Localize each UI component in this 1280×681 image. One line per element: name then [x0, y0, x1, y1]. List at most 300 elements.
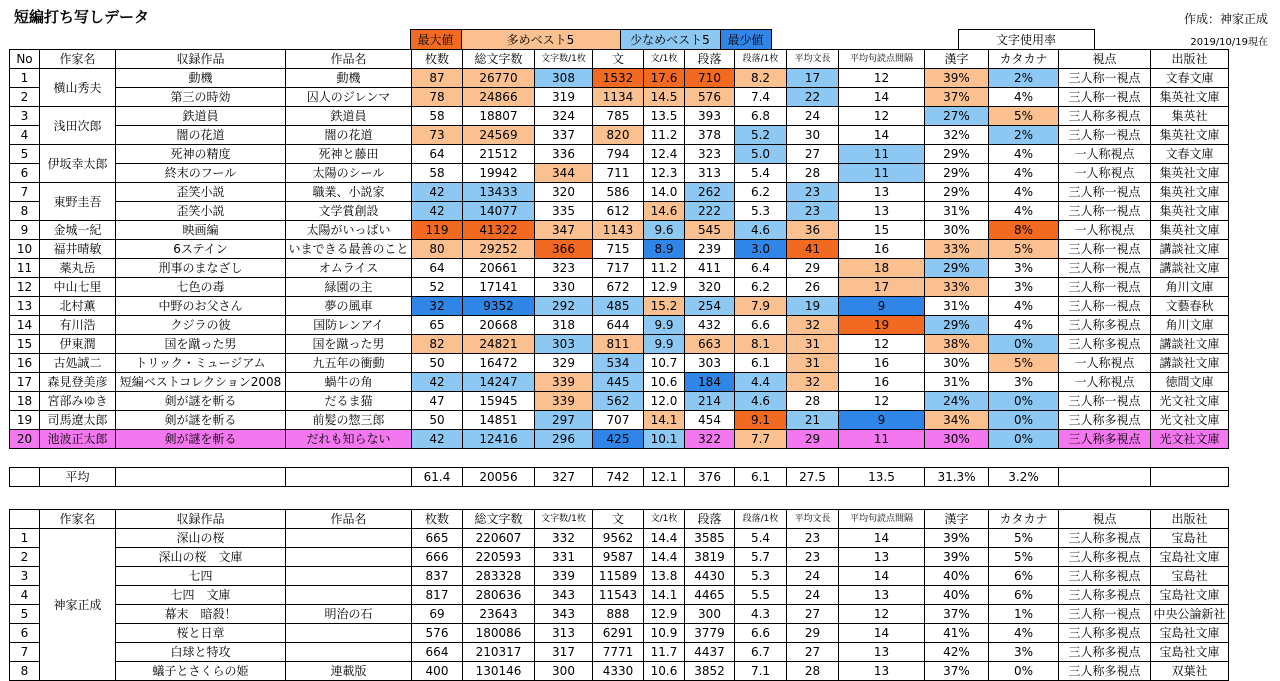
stat-cell: 31	[787, 335, 839, 354]
collection-title: 深山の桜	[116, 529, 286, 548]
stat-cell: 7.4	[735, 88, 787, 107]
stat-cell: 29%	[925, 316, 989, 335]
table-row	[10, 145, 1229, 164]
table-row	[10, 567, 1229, 586]
stat-cell: 24%	[925, 392, 989, 411]
stat-cell: 222	[685, 202, 735, 221]
stat-cell: 64	[412, 145, 463, 164]
stat-cell: 33%	[925, 240, 989, 259]
publisher: 集英社文庫	[1151, 202, 1229, 221]
work-title: 太陽のシール	[286, 164, 412, 183]
stat-cell: 411	[685, 259, 735, 278]
stat-cell: 665	[412, 529, 463, 548]
stat-cell: 87	[412, 69, 463, 88]
stat-cell: 24569	[463, 126, 535, 145]
column-header: 総文字数	[463, 510, 535, 529]
publisher: 宝島社文庫	[1151, 586, 1229, 605]
stat-cell: 811	[593, 335, 644, 354]
stat-cell: 7.1	[735, 662, 787, 681]
row-number: 11	[10, 259, 40, 278]
stat-cell: 32	[412, 297, 463, 316]
publisher: 宝島社	[1151, 567, 1229, 586]
row-number: 18	[10, 392, 40, 411]
stat-cell: 12.4	[644, 145, 685, 164]
stat-cell: 12	[839, 69, 925, 88]
author-name: 北村薫	[40, 297, 116, 316]
stat-cell: 12.9	[644, 278, 685, 297]
stat-cell: 9587	[593, 548, 644, 567]
stat-cell: 41%	[925, 624, 989, 643]
stat-cell: 576	[685, 88, 735, 107]
stat-cell: 80	[412, 240, 463, 259]
work-title: だるま猫	[286, 392, 412, 411]
column-header: 文	[593, 510, 644, 529]
stat-cell: 339	[535, 392, 593, 411]
point-of-view: 三人称多視点	[1059, 430, 1151, 449]
stat-cell: 378	[685, 126, 735, 145]
stat-cell: 6.6	[735, 624, 787, 643]
collection-title: 蟻子とさくらの姫	[116, 662, 286, 681]
table-row	[10, 297, 1229, 316]
stat-cell: 10.6	[644, 373, 685, 392]
stat-cell: 12416	[463, 430, 535, 449]
stat-cell: 41	[787, 240, 839, 259]
work-title: 文学賞創設	[286, 202, 412, 221]
stat-cell: 6291	[593, 624, 644, 643]
author-name: 宮部みゆき	[40, 392, 116, 411]
row-number: 4	[10, 126, 40, 145]
collection-title: 歪笑小説	[116, 183, 286, 202]
table-row	[10, 259, 1229, 278]
stat-cell: 12	[839, 392, 925, 411]
table-row	[10, 126, 1229, 145]
stat-cell: 20668	[463, 316, 535, 335]
stat-cell: 13	[839, 548, 925, 567]
row-number: 17	[10, 373, 40, 392]
stat-cell: 4.3	[735, 605, 787, 624]
publisher: 角川文庫	[1151, 316, 1229, 335]
stat-cell: 180086	[463, 624, 535, 643]
stat-cell: 445	[593, 373, 644, 392]
collection-title: 白球と特攻	[116, 643, 286, 662]
legend-low5: 少なめベスト5	[620, 30, 720, 50]
point-of-view: 三人称多視点	[1059, 335, 1151, 354]
stat-cell: 39%	[925, 69, 989, 88]
stat-cell: 10.6	[644, 662, 685, 681]
stat-cell: 9.9	[644, 316, 685, 335]
main-data-table	[9, 49, 1229, 449]
date-note: 2019/10/19現在	[1190, 37, 1268, 48]
stat-cell: 6.7	[735, 643, 787, 662]
column-header: 作品名	[286, 50, 412, 69]
stat-cell: 5%	[989, 529, 1059, 548]
stat-cell: 324	[535, 107, 593, 126]
point-of-view: 三人称多視点	[1059, 643, 1151, 662]
table-row	[10, 586, 1229, 605]
row-number: 2	[10, 548, 40, 567]
stat-cell: 664	[412, 643, 463, 662]
publisher: 集英社	[1151, 107, 1229, 126]
stat-cell: 3779	[685, 624, 735, 643]
publisher: 中央公論新社	[1151, 605, 1229, 624]
column-header: カタカナ	[989, 50, 1059, 69]
stat-cell: 6%	[989, 567, 1059, 586]
collection-title: 6ステイン	[116, 240, 286, 259]
stat-cell: 6.8	[735, 107, 787, 126]
stat-cell: 296	[535, 430, 593, 449]
collection-title: 国を蹴った男	[116, 335, 286, 354]
stat-cell: 16	[839, 354, 925, 373]
work-title: 九五年の衝動	[286, 354, 412, 373]
work-title	[286, 586, 412, 605]
stat-cell: 32	[787, 373, 839, 392]
collection-title: 闇の花道	[116, 126, 286, 145]
row-number: 5	[10, 605, 40, 624]
average-value: 20056	[463, 468, 535, 487]
author-name: 有川浩	[40, 316, 116, 335]
stat-cell: 14.1	[644, 411, 685, 430]
stat-cell: 11589	[593, 567, 644, 586]
table-row	[10, 183, 1229, 202]
point-of-view: 三人称一視点	[1059, 278, 1151, 297]
stat-cell: 454	[685, 411, 735, 430]
stat-cell: 38%	[925, 335, 989, 354]
column-header: 漢字	[925, 510, 989, 529]
stat-cell: 9.9	[644, 335, 685, 354]
stat-cell: 262	[685, 183, 735, 202]
stat-cell: 12.9	[644, 605, 685, 624]
stat-cell: 27	[787, 605, 839, 624]
stat-cell: 14.6	[644, 202, 685, 221]
stat-cell: 10.1	[644, 430, 685, 449]
author-name: 司馬遼太郎	[40, 411, 116, 430]
stat-cell: 283328	[463, 567, 535, 586]
stat-cell: 4.6	[735, 392, 787, 411]
publisher: 集英社文庫	[1151, 164, 1229, 183]
stat-cell: 13.5	[644, 107, 685, 126]
publisher: 文藝春秋	[1151, 297, 1229, 316]
table-row	[10, 88, 1229, 107]
table-row	[10, 69, 1229, 88]
stat-cell: 4%	[989, 88, 1059, 107]
stat-cell: 26	[787, 278, 839, 297]
work-title	[286, 624, 412, 643]
stat-cell: 323	[685, 145, 735, 164]
stat-cell: 313	[535, 624, 593, 643]
author-name: 古処誠二	[40, 354, 116, 373]
publisher: 宝島社	[1151, 529, 1229, 548]
stat-cell: 23	[787, 183, 839, 202]
stat-cell: 14851	[463, 411, 535, 430]
stat-cell: 347	[535, 221, 593, 240]
author-name: 池波正太郎	[40, 430, 116, 449]
stat-cell: 23	[787, 202, 839, 221]
stat-cell: 425	[593, 430, 644, 449]
row-number: 7	[10, 183, 40, 202]
column-header: 漢字	[925, 50, 989, 69]
stat-cell: 40%	[925, 586, 989, 605]
stat-cell: 29252	[463, 240, 535, 259]
collection-title: 終末のフール	[116, 164, 286, 183]
work-title	[286, 567, 412, 586]
stat-cell: 817	[412, 586, 463, 605]
publisher: 宝島社文庫	[1151, 624, 1229, 643]
work-title: 蝸牛の角	[286, 373, 412, 392]
point-of-view: 三人称多視点	[1059, 548, 1151, 567]
stat-cell: 303	[685, 354, 735, 373]
collection-title: 死神の精度	[116, 145, 286, 164]
page-title: 短編打ち写しデータ	[14, 8, 150, 26]
row-number: 3	[10, 107, 40, 126]
stat-cell: 330	[535, 278, 593, 297]
point-of-view: 一人称視点	[1059, 145, 1151, 164]
stat-cell: 42%	[925, 643, 989, 662]
empty-cell	[116, 468, 286, 487]
column-header: 視点	[1059, 510, 1151, 529]
stat-cell: 343	[535, 586, 593, 605]
stat-cell: 19942	[463, 164, 535, 183]
collection-title: 剣が謎を斬る	[116, 430, 286, 449]
stat-cell: 292	[535, 297, 593, 316]
point-of-view: 一人称視点	[1059, 221, 1151, 240]
stat-cell: 23	[787, 529, 839, 548]
stat-cell: 2%	[989, 126, 1059, 145]
table-row	[10, 316, 1229, 335]
row-number: 9	[10, 221, 40, 240]
stat-cell: 28	[787, 662, 839, 681]
average-value: 376	[685, 468, 735, 487]
collection-title: 第三の時効	[116, 88, 286, 107]
average-table	[9, 467, 1229, 487]
stat-cell: 14	[839, 567, 925, 586]
table-row	[10, 221, 1229, 240]
row-number: 6	[10, 164, 40, 183]
average-value: 6.1	[735, 468, 787, 487]
stat-cell: 31%	[925, 373, 989, 392]
stat-cell: 7.9	[735, 297, 787, 316]
table-row	[10, 529, 1229, 548]
stat-cell: 11	[839, 430, 925, 449]
column-header: 出版社	[1151, 510, 1229, 529]
stat-cell: 220593	[463, 548, 535, 567]
stat-cell: 5.2	[735, 126, 787, 145]
stat-cell: 29%	[925, 145, 989, 164]
stat-cell: 4%	[989, 202, 1059, 221]
stat-cell: 12	[839, 335, 925, 354]
row-number: 13	[10, 297, 40, 316]
author-name: 伊東潤	[40, 335, 116, 354]
work-title: オムライス	[286, 259, 412, 278]
stat-cell: 184	[685, 373, 735, 392]
publisher: 文春文庫	[1151, 69, 1229, 88]
stat-cell: 37%	[925, 88, 989, 107]
stat-cell: 400	[412, 662, 463, 681]
work-title: 夢の風車	[286, 297, 412, 316]
stat-cell: 19	[787, 297, 839, 316]
stat-cell: 717	[593, 259, 644, 278]
stat-cell: 40%	[925, 567, 989, 586]
stat-cell: 12.0	[644, 392, 685, 411]
stat-cell: 4%	[989, 183, 1059, 202]
stat-cell: 2%	[989, 69, 1059, 88]
author-name: 金城一紀	[40, 221, 116, 240]
stat-cell: 6.2	[735, 183, 787, 202]
work-title: 国を蹴った男	[286, 335, 412, 354]
stat-cell: 36	[787, 221, 839, 240]
column-header: 収録作品	[116, 510, 286, 529]
stat-cell: 5.0	[735, 145, 787, 164]
point-of-view: 三人称多視点	[1059, 411, 1151, 430]
author-name: 福井晴敏	[40, 240, 116, 259]
stat-cell: 308	[535, 69, 593, 88]
stat-cell: 15.2	[644, 297, 685, 316]
stat-cell: 50	[412, 354, 463, 373]
stat-cell: 220607	[463, 529, 535, 548]
stat-cell: 343	[535, 605, 593, 624]
publisher: 角川文庫	[1151, 278, 1229, 297]
point-of-view: 三人称一視点	[1059, 202, 1151, 221]
stat-cell: 42	[412, 202, 463, 221]
work-title: 太陽がいっぱい	[286, 221, 412, 240]
stat-cell: 14	[839, 624, 925, 643]
stat-cell: 5.4	[735, 529, 787, 548]
stat-cell: 344	[535, 164, 593, 183]
stat-cell: 335	[535, 202, 593, 221]
stat-cell: 29	[787, 259, 839, 278]
stat-cell: 4%	[989, 624, 1059, 643]
stat-cell: 20661	[463, 259, 535, 278]
publisher: 光文社文庫	[1151, 430, 1229, 449]
point-of-view: 三人称一視点	[1059, 69, 1151, 88]
column-header: 作品名	[286, 510, 412, 529]
stat-cell: 0%	[989, 662, 1059, 681]
stat-cell: 0%	[989, 430, 1059, 449]
table-row	[10, 605, 1229, 624]
stat-cell: 4%	[989, 164, 1059, 183]
stat-cell: 710	[685, 69, 735, 88]
stat-cell: 42	[412, 373, 463, 392]
point-of-view: 三人称一視点	[1059, 183, 1151, 202]
author-name: 横山秀夫	[40, 69, 116, 107]
stat-cell: 663	[685, 335, 735, 354]
stat-cell: 14	[839, 529, 925, 548]
average-value: 13.5	[839, 468, 925, 487]
collection-title: 七色の毒	[116, 278, 286, 297]
row-number: 10	[10, 240, 40, 259]
row-number: 8	[10, 202, 40, 221]
stat-cell: 17	[839, 278, 925, 297]
stat-cell: 280636	[463, 586, 535, 605]
legend-min: 最少値	[720, 30, 771, 50]
stat-cell: 6.4	[735, 259, 787, 278]
column-header: 平均文長	[787, 50, 839, 69]
stat-cell: 47	[412, 392, 463, 411]
table-row	[10, 662, 1229, 681]
row-number: 1	[10, 529, 40, 548]
stat-cell: 14	[839, 88, 925, 107]
publisher: 講談社文庫	[1151, 354, 1229, 373]
publisher: 宝島社文庫	[1151, 643, 1229, 662]
publisher: 双葉社	[1151, 662, 1229, 681]
stat-cell: 576	[412, 624, 463, 643]
stat-cell: 1%	[989, 605, 1059, 624]
stat-cell: 5%	[989, 107, 1059, 126]
stat-cell: 336	[535, 145, 593, 164]
empty-cell	[1059, 468, 1151, 487]
publisher: 講談社文庫	[1151, 259, 1229, 278]
stat-cell: 5.4	[735, 164, 787, 183]
stat-cell: 785	[593, 107, 644, 126]
legend-top5: 多めベスト5	[461, 30, 620, 50]
stat-cell: 214	[685, 392, 735, 411]
column-header: 平均文長	[787, 510, 839, 529]
stat-cell: 0%	[989, 411, 1059, 430]
column-header: 作家名	[40, 50, 116, 69]
stat-cell: 5.3	[735, 567, 787, 586]
stat-cell: 17141	[463, 278, 535, 297]
publisher: 文春文庫	[1151, 145, 1229, 164]
row-number: 19	[10, 411, 40, 430]
publisher: 集英社文庫	[1151, 183, 1229, 202]
stat-cell: 9	[839, 411, 925, 430]
column-header: 文字数/1枚	[535, 510, 593, 529]
stat-cell: 586	[593, 183, 644, 202]
stat-cell: 21512	[463, 145, 535, 164]
stat-cell: 8.1	[735, 335, 787, 354]
stat-cell: 14077	[463, 202, 535, 221]
average-value: 12.1	[644, 468, 685, 487]
stat-cell: 317	[535, 643, 593, 662]
stat-cell: 28	[787, 392, 839, 411]
stat-cell: 7.7	[735, 430, 787, 449]
stat-cell: 11.2	[644, 126, 685, 145]
legend-table	[9, 29, 1095, 50]
stat-cell: 5%	[989, 240, 1059, 259]
average-value: 3.2%	[989, 468, 1059, 487]
row-number: 8	[10, 662, 40, 681]
work-title	[286, 529, 412, 548]
work-title: だれも知らない	[286, 430, 412, 449]
collection-title: 七四	[116, 567, 286, 586]
row-number: 1	[10, 69, 40, 88]
stat-cell: 320	[535, 183, 593, 202]
stat-cell: 14247	[463, 373, 535, 392]
stat-cell: 210317	[463, 643, 535, 662]
stat-cell: 8.2	[735, 69, 787, 88]
row-number: 5	[10, 145, 40, 164]
stat-cell: 672	[593, 278, 644, 297]
stat-cell: 29%	[925, 183, 989, 202]
stat-cell: 1134	[593, 88, 644, 107]
point-of-view: 三人称多視点	[1059, 567, 1151, 586]
point-of-view: 三人称多視点	[1059, 586, 1151, 605]
stat-cell: 24821	[463, 335, 535, 354]
stat-cell: 545	[685, 221, 735, 240]
stat-cell: 331	[535, 548, 593, 567]
column-header: 段落	[685, 510, 735, 529]
stat-cell: 612	[593, 202, 644, 221]
author-name: 薬丸岳	[40, 259, 116, 278]
stat-cell: 715	[593, 240, 644, 259]
table-row	[10, 335, 1229, 354]
point-of-view: 一人称視点	[1059, 164, 1151, 183]
stat-cell: 3%	[989, 259, 1059, 278]
table-row	[10, 411, 1229, 430]
average-value: 31.3%	[925, 468, 989, 487]
column-header: 作家名	[40, 510, 116, 529]
collection-title: 動機	[116, 69, 286, 88]
stat-cell: 3.0	[735, 240, 787, 259]
